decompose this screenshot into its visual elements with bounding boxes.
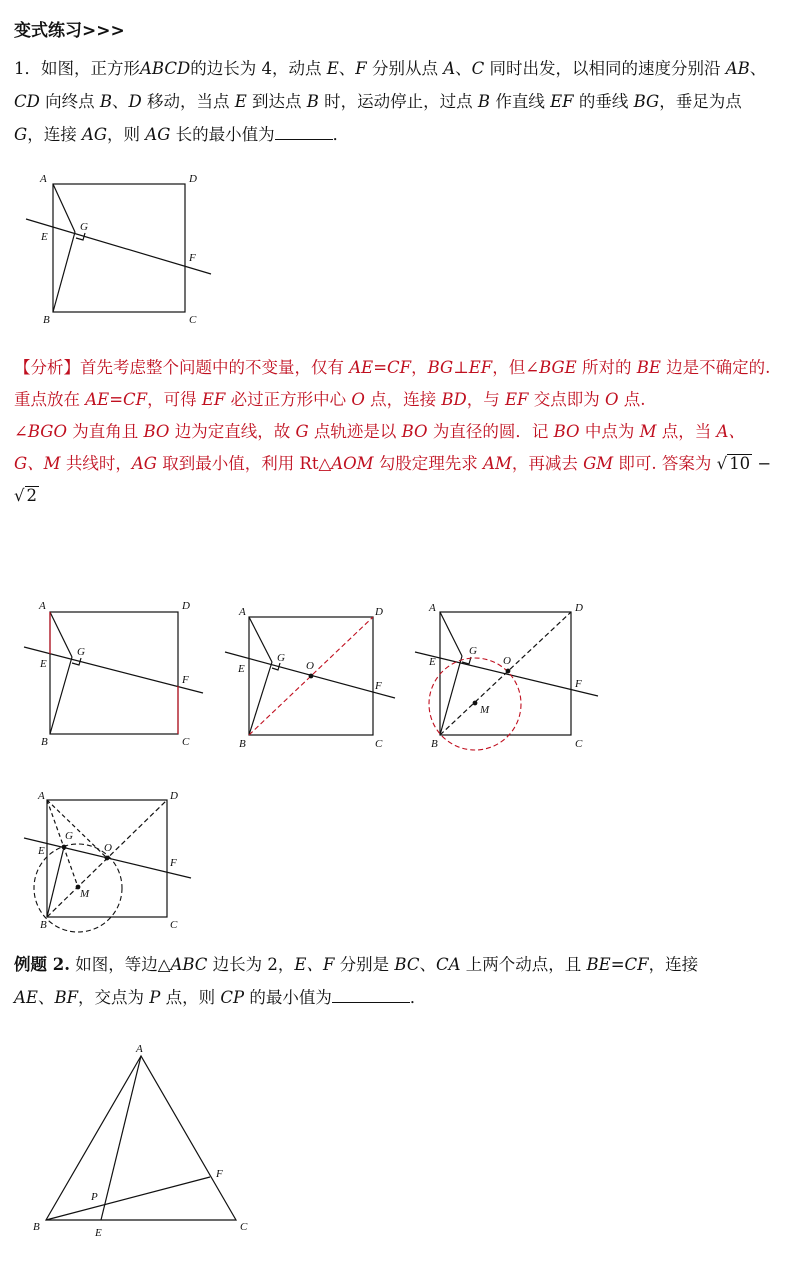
point-label: G [77,646,85,658]
text-run: BO [553,422,580,441]
text-run: 点. [623,390,646,409]
point-label: B [40,919,47,931]
segment-bg [53,232,75,312]
text-run: 的最小值为 [249,988,332,1007]
geometry-stroke [249,617,272,662]
text-run: − [752,454,772,473]
point-label: C [240,1221,248,1233]
text-run: B [306,92,319,111]
point-label: E [95,1227,102,1239]
text-run: 、 [112,92,129,111]
figure-1-square [0,160,230,330]
text-run: CP [220,988,245,1007]
text-run: 分别是 [339,955,390,974]
text-run: ABC [170,955,208,974]
geometry-stroke [50,612,72,657]
text-run: 中点为 [584,422,635,441]
analysis-block [14,352,774,512]
answer-expression: √ 10 − √ 2 [14,454,772,505]
text-run: 、 [419,955,436,974]
text-run: O [351,390,365,409]
label-d: D [189,173,197,185]
text-run: 点轨迹是以 [313,422,397,441]
text-run: 2 [26,486,38,505]
text-run: BGE [539,358,577,377]
label-b: B [43,314,50,326]
text-run: BE [636,358,661,377]
analysis-figure-4 [0,785,210,935]
point-label: M [480,704,490,716]
text-run: GM [583,454,614,473]
text-run: BF [54,988,79,1007]
text-run: AB [725,59,750,78]
text-run: AE=CF [349,358,412,377]
example-label: 例题 2. [14,955,70,974]
point-label: F [182,674,189,686]
point-label: B [33,1221,40,1233]
text-run: 勾股定理先求 [378,454,478,473]
text-run: ，垂足为点 [659,92,742,111]
text-run: BC [394,955,420,974]
point-label: F [216,1168,223,1180]
text-run: C [471,59,485,78]
text-run: 共线时， [65,454,132,473]
text-run: 点，则 [165,988,216,1007]
text-run: B [477,92,491,111]
text-run: 、 [37,988,55,1007]
label-f: F [189,252,196,264]
point-label: C [575,738,583,750]
text-run: 、 [455,59,472,78]
point-label: E [40,658,47,670]
point-label: O [503,655,511,667]
text-run: BE=CF [586,955,649,974]
text-run: 为直径的圆．记 [432,422,549,441]
geometry-stroke [50,657,72,734]
text-run: 如图，正方形 [41,59,140,78]
exercise-1-text [14,52,774,151]
text-run: 上两个动点，且 [465,955,582,974]
text-run: 移动，当点 [146,92,230,111]
text-run: 的垂线 [578,92,629,111]
text-run: 长的最小值为 [175,125,275,144]
answer-blank [275,123,333,141]
text-run: 、 [338,59,356,78]
text-run: 首先考虑整个问题中的不变量，仅有 [80,358,344,377]
point-o [506,669,511,674]
point-label: D [575,602,583,614]
point-m [473,701,478,706]
geometry-stroke [249,662,272,735]
geometry-stroke [72,658,81,665]
text-run: 重点放在 [14,390,80,409]
point-label: M [80,888,90,900]
text-run: 同时出发，以相同的速度分别沿 [489,59,721,78]
text-run: 即可. 答案为 [618,454,712,473]
point-label: D [375,606,383,618]
text-run: E [234,92,247,111]
text-run: P [149,988,161,1007]
point-label: A [39,600,46,612]
text-run: ． [409,988,427,1007]
text-run: 点，连接 [370,390,437,409]
label-c: C [189,314,197,326]
text-run: 向终点 [45,92,95,111]
text-run: 点，当 [661,422,712,441]
text-run: ，连接 [648,955,699,974]
line-ef [26,219,211,274]
text-run: B [99,92,112,111]
section-heading: 变式练习>>> [14,21,125,41]
exercise-number: 1． [14,59,41,78]
triangle-figure [0,1035,270,1245]
text-run: BD [441,390,467,409]
point-o [309,674,314,679]
geometry-stroke [272,663,280,670]
text-run: AE [14,988,38,1007]
point-label: B [41,736,48,748]
geometry-stroke [440,656,462,735]
point-label: G [469,645,477,657]
text-run: AG [131,454,157,473]
text-run: BGO [27,422,67,441]
text-run: 如图，等边△ [75,955,171,974]
square-abcd [53,184,185,312]
geometry-stroke [47,847,64,917]
text-run: BO [143,422,170,441]
text-run: A、G、M [14,422,745,473]
text-run: 为直角且 [72,422,139,441]
point-label: B [431,738,438,750]
point-label: F [375,680,382,692]
text-run: ，再减去 [511,454,578,473]
point-label: E [429,656,436,668]
point-label: F [170,857,177,869]
text-run: ∠ [14,422,28,441]
text-run: 到达点 [252,92,302,111]
text-run: ， [411,358,428,377]
segment-ae [101,1056,141,1220]
analysis-tag: 【分析】 [14,358,80,377]
text-run: AE=CF [85,390,148,409]
text-run: M [639,422,657,441]
point-g [62,845,67,850]
text-run: F [355,59,367,78]
text-run: ，与 [466,390,500,409]
point-label: B [239,738,246,750]
text-run: ． [332,125,350,144]
text-run: 交点即为 [533,390,600,409]
text-run: G [295,422,309,441]
point-label: C [182,736,190,748]
text-run: ABCD [140,59,191,78]
text-run: 作直线 [495,92,545,111]
label-a: A [40,173,47,185]
point-label: O [306,660,314,672]
text-run: 所对的 [581,358,632,377]
text-run: AOM [331,454,374,473]
geometry-stroke [440,612,571,735]
label-g: G [80,221,88,233]
text-run: AG [145,125,171,144]
point-label: A [239,606,246,618]
text-run: EF [505,390,529,409]
text-run: ，交点为 [78,988,145,1007]
point-label: A [136,1043,143,1055]
point-label: D [170,790,178,802]
text-run: 、 [749,59,767,78]
analysis-figure-2 [222,595,412,755]
text-run: AG [81,125,108,144]
analysis-figure-3 [412,595,612,755]
segment-bf [46,1177,210,1220]
answer-blank-2 [332,986,410,1004]
text-run: 边为定直线，故 [174,422,291,441]
text-run: E、F [294,955,335,974]
geometry-stroke [50,612,178,734]
example-2-text [14,948,774,1014]
segment-ag [53,184,75,232]
text-run: AM [483,454,512,473]
text-run: CA [435,955,461,974]
text-run: E [326,59,339,78]
geometry-stroke [440,612,462,656]
text-run: EF [201,390,226,409]
text-run: EF [550,92,574,111]
text-run: A [443,59,456,78]
text-run: 的边长为 4，动点 [190,59,322,78]
point-o [105,856,110,861]
text-run: 取到最小值，利用 Rt△ [162,454,332,473]
text-run: 边是不确定的. [666,358,771,377]
text-run: O [605,390,619,409]
text-run: 10 [729,454,751,473]
point-label: G [65,830,73,842]
text-run: ，则 [107,125,141,144]
point-label: D [182,600,190,612]
text-run: 必过正方形中心 [230,390,347,409]
point-label: A [429,602,436,614]
text-run: BG⊥EF [427,358,493,377]
point-label: E [38,845,45,857]
point-label: P [91,1191,98,1203]
text-run: 分别从点 [371,59,438,78]
point-label: C [375,738,383,750]
point-label: C [170,919,178,931]
text-run: 边长为 2， [212,955,295,974]
label-e: E [41,231,48,243]
analysis-figure-1 [0,595,220,755]
text-run: ，但∠ [492,358,540,377]
text-run: CD [14,92,40,111]
text-run: ，连接 [27,125,77,144]
point-label: A [38,790,45,802]
text-run: 时，运动停止，过点 [324,92,473,111]
point-label: G [277,652,285,664]
text-run: ，可得 [147,390,197,409]
point-label: E [238,663,245,675]
geometry-stroke [47,800,78,887]
point-label: F [575,678,582,690]
text-run: G [14,125,28,144]
geometry-stroke [24,647,203,693]
text-run: BG [633,92,660,111]
text-run: D [128,92,142,111]
text-run: BO [401,422,428,441]
point-label: O [104,842,112,854]
